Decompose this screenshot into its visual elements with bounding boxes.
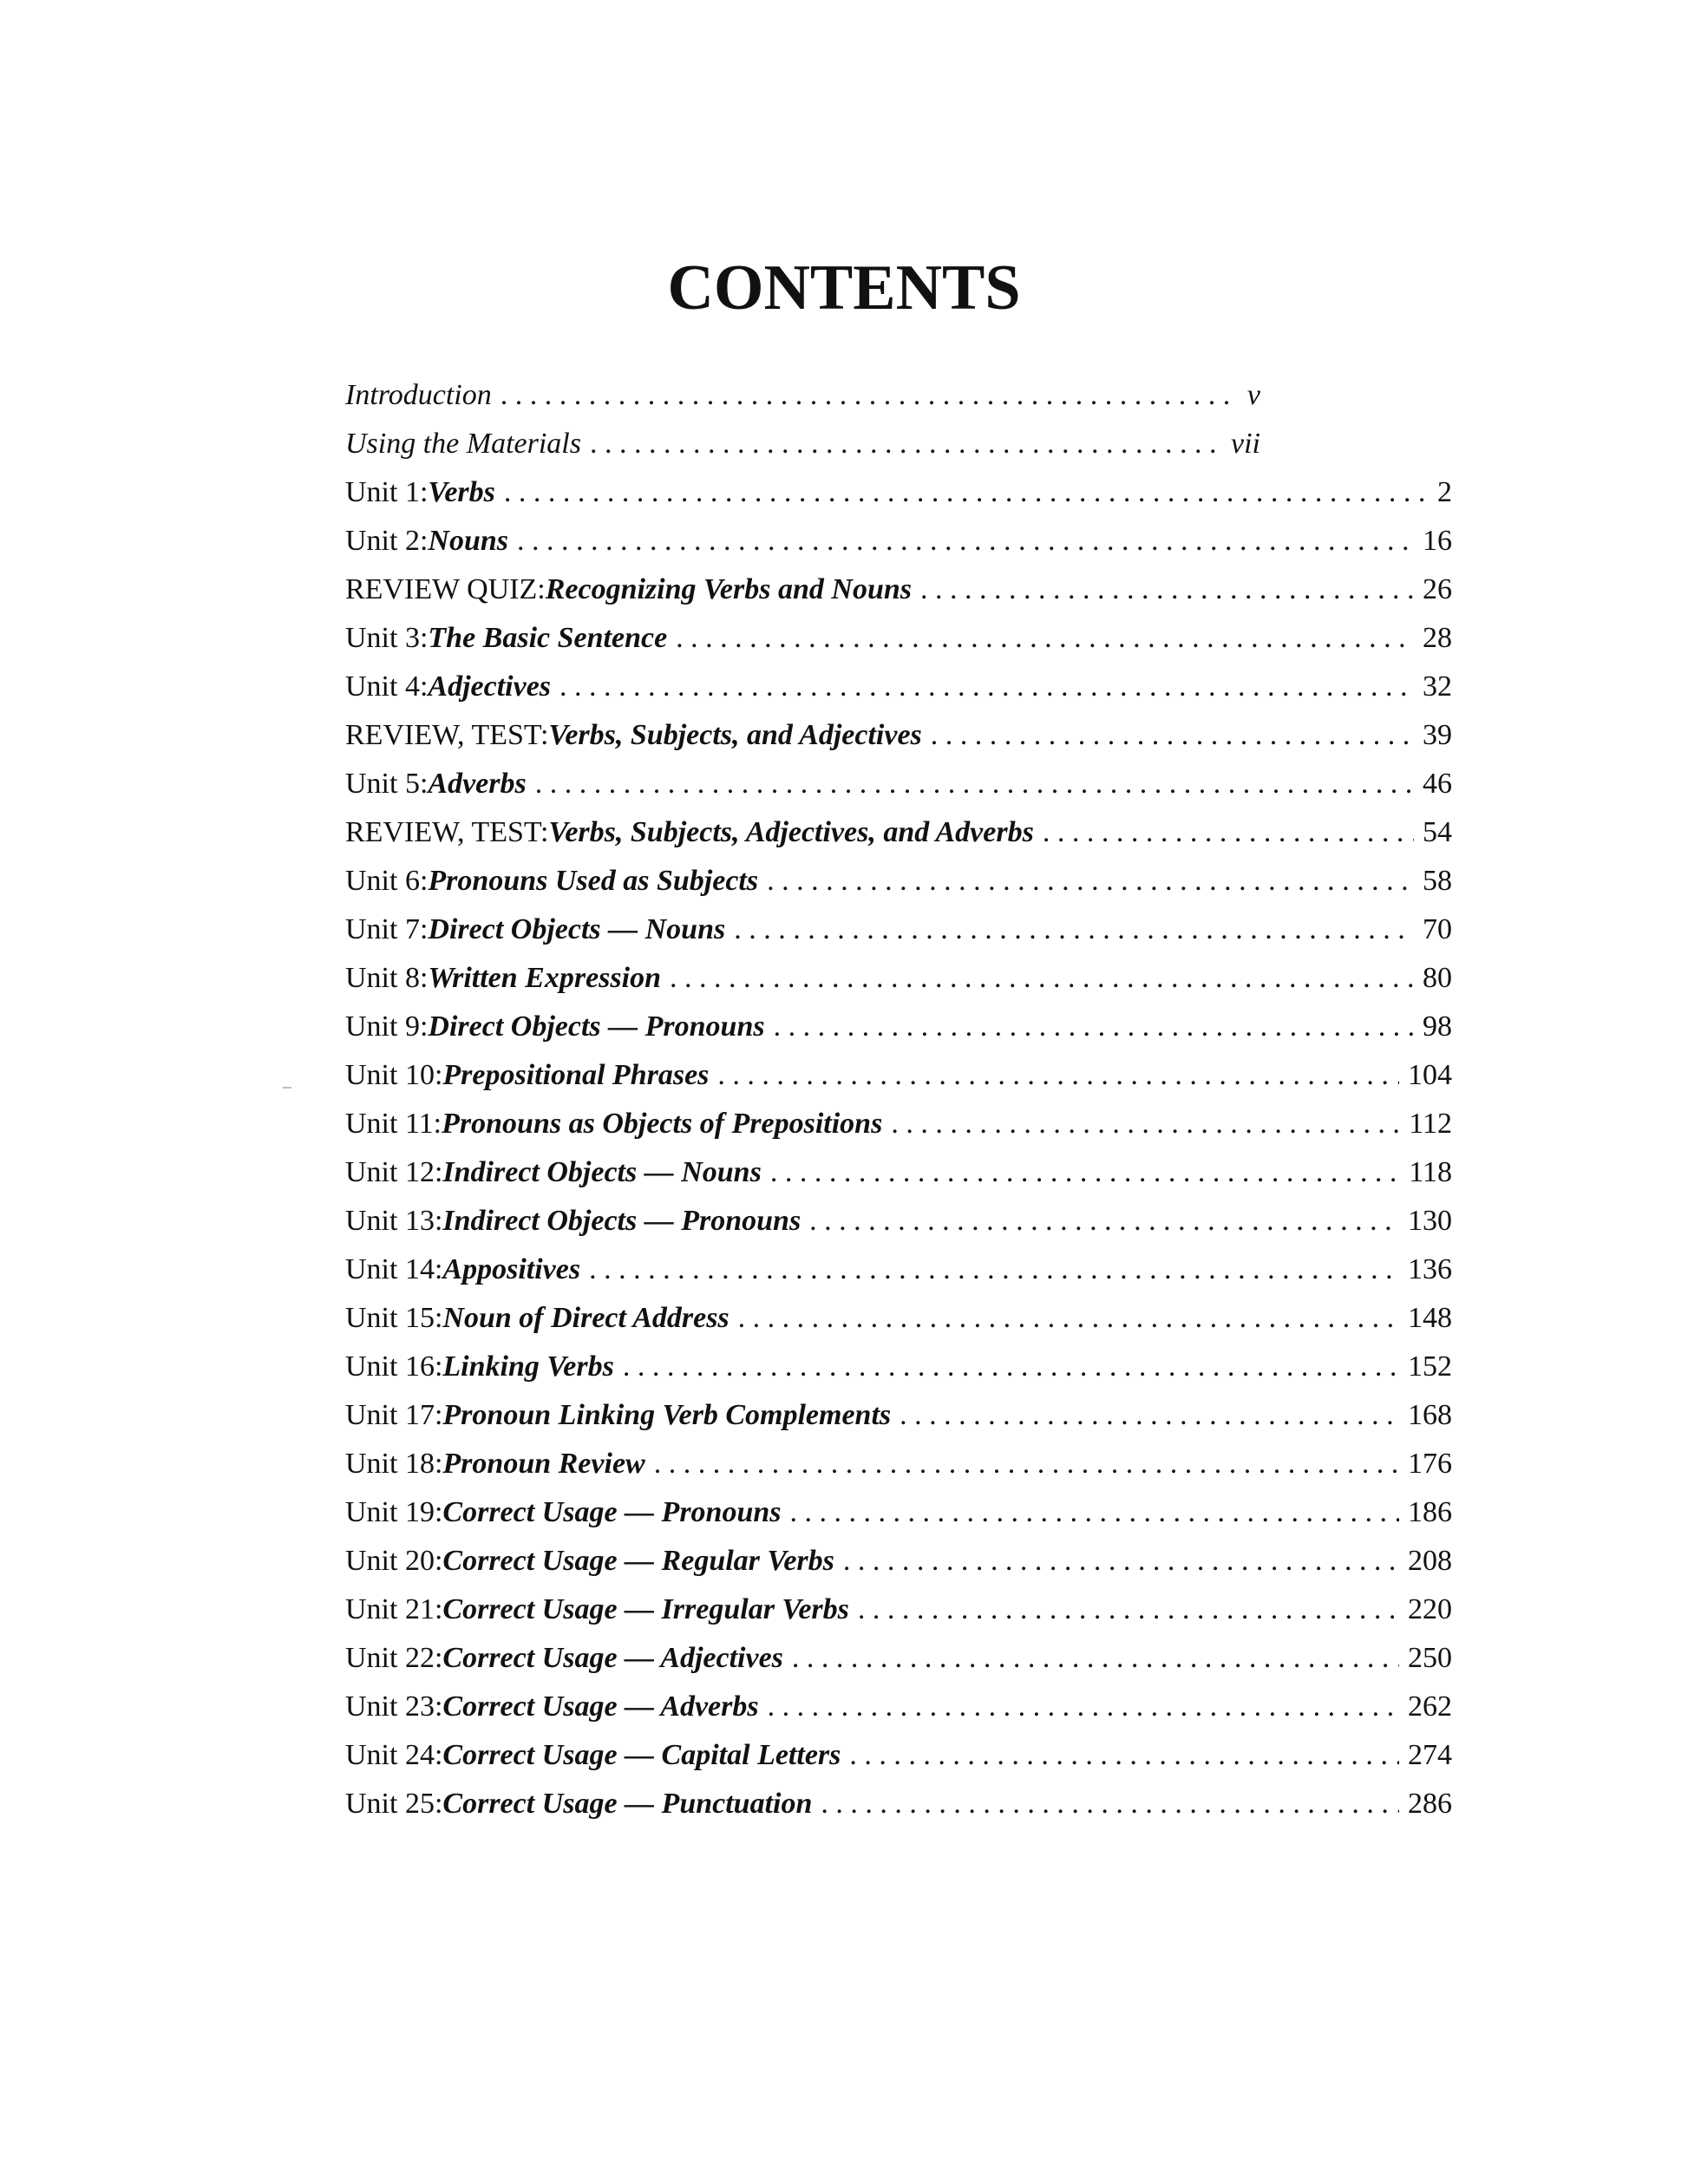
toc-entry-title: Correct Usage — Adverbs bbox=[442, 1690, 759, 1723]
toc-entry-page: 148 bbox=[1408, 1302, 1452, 1334]
toc-entry-prefix: Unit 16: bbox=[345, 1350, 443, 1383]
toc-entry-prefix: Unit 25: bbox=[345, 1788, 443, 1820]
toc-entry-title: Noun of Direct Address bbox=[442, 1302, 730, 1334]
toc-entry-using-the-materials[interactable] bbox=[345, 420, 1260, 468]
toc-entry-prefix: Unit 8: bbox=[345, 962, 429, 994]
toc-entry-page: 286 bbox=[1408, 1788, 1452, 1820]
table-of-contents bbox=[345, 371, 1452, 1828]
dot-leader bbox=[774, 1003, 1414, 1051]
toc-entry-review-test-1[interactable] bbox=[345, 711, 1452, 760]
toc-entry-review-test-2[interactable] bbox=[345, 808, 1452, 857]
toc-entry-page: 262 bbox=[1408, 1690, 1452, 1723]
toc-entry-unit-19[interactable] bbox=[345, 1488, 1452, 1537]
toc-entry-page: 54 bbox=[1423, 816, 1452, 848]
toc-entry-unit-6[interactable] bbox=[345, 857, 1452, 906]
toc-entry-review-quiz[interactable] bbox=[345, 566, 1452, 614]
dot-leader bbox=[767, 857, 1414, 906]
toc-entry-prefix: Unit 2: bbox=[345, 525, 429, 557]
toc-entry-page: 186 bbox=[1408, 1496, 1452, 1528]
toc-entry-page: vii bbox=[1231, 428, 1260, 460]
toc-entry-title: Indirect Objects — Nouns bbox=[442, 1156, 762, 1188]
toc-entry-prefix: Unit 17: bbox=[345, 1399, 443, 1431]
toc-entry-unit-9[interactable] bbox=[345, 1003, 1452, 1051]
toc-entry-unit-17[interactable] bbox=[345, 1391, 1452, 1440]
toc-entry-page: 136 bbox=[1408, 1253, 1452, 1285]
dot-leader bbox=[717, 1051, 1399, 1100]
toc-entry-title: Verbs, Subjects, and Adjectives bbox=[548, 719, 922, 751]
toc-entry-page: 39 bbox=[1423, 719, 1452, 751]
dot-leader bbox=[654, 1440, 1399, 1488]
toc-entry-prefix: Unit 6: bbox=[345, 865, 429, 897]
toc-entry-page: 46 bbox=[1423, 768, 1452, 800]
toc-entry-prefix: Unit 15: bbox=[345, 1302, 443, 1334]
dot-leader bbox=[770, 1148, 1400, 1197]
toc-entry-introduction[interactable] bbox=[345, 371, 1260, 420]
toc-entry-title: The Basic Sentence bbox=[428, 622, 668, 654]
dot-leader bbox=[501, 371, 1239, 420]
dot-leader bbox=[1043, 808, 1414, 857]
toc-entry-prefix: Unit 19: bbox=[345, 1496, 443, 1528]
toc-entry-unit-21[interactable] bbox=[345, 1586, 1452, 1634]
toc-entry-prefix: Unit 13: bbox=[345, 1205, 443, 1237]
toc-entry-prefix: Unit 3: bbox=[345, 622, 429, 654]
dot-leader bbox=[790, 1488, 1399, 1537]
dot-leader bbox=[858, 1586, 1399, 1634]
toc-entry-page: 152 bbox=[1408, 1350, 1452, 1383]
toc-entry-page: 168 bbox=[1408, 1399, 1452, 1431]
toc-entry-prefix: REVIEW, TEST: bbox=[345, 816, 549, 848]
toc-entry-unit-13[interactable] bbox=[345, 1197, 1452, 1246]
toc-entry-page: v bbox=[1246, 379, 1260, 411]
toc-entry-title: Verbs bbox=[428, 476, 495, 508]
toc-entry-title: Pronoun Review bbox=[442, 1448, 645, 1480]
toc-entry-unit-14[interactable] bbox=[345, 1246, 1452, 1294]
toc-entry-title: Adverbs bbox=[428, 768, 527, 800]
toc-entry-prefix: Unit 7: bbox=[345, 913, 429, 945]
dot-leader bbox=[670, 954, 1414, 1003]
toc-entry-title: Written Expression bbox=[428, 962, 662, 994]
toc-entry-title: Direct Objects — Nouns bbox=[428, 913, 726, 945]
toc-entry-unit-5[interactable] bbox=[345, 760, 1452, 808]
toc-entry-unit-8[interactable] bbox=[345, 954, 1452, 1003]
toc-entry-page: 16 bbox=[1423, 525, 1452, 557]
toc-entry-title: Appositives bbox=[442, 1253, 581, 1285]
toc-entry-prefix: REVIEW, TEST: bbox=[345, 719, 549, 751]
dot-leader bbox=[738, 1294, 1399, 1343]
toc-entry-prefix: Unit 24: bbox=[345, 1739, 443, 1771]
dot-leader bbox=[768, 1683, 1399, 1731]
dot-leader bbox=[504, 468, 1429, 517]
toc-entry-page: 104 bbox=[1408, 1059, 1452, 1091]
dot-leader bbox=[559, 663, 1414, 711]
toc-entry-unit-4[interactable] bbox=[345, 663, 1452, 711]
toc-entry-title: Recognizing Verbs and Nouns bbox=[545, 573, 912, 605]
dot-leader bbox=[849, 1731, 1399, 1780]
toc-entry-title: Pronouns Used as Subjects bbox=[428, 865, 759, 897]
dot-leader bbox=[843, 1537, 1399, 1586]
toc-entry-prefix: Unit 11: bbox=[345, 1108, 442, 1140]
toc-entry-title: Pronoun Linking Verb Complements bbox=[442, 1399, 892, 1431]
toc-entry-title: Adjectives bbox=[428, 670, 552, 703]
toc-entry-title: Nouns bbox=[428, 525, 509, 557]
toc-entry-unit-7[interactable] bbox=[345, 906, 1452, 954]
toc-entry-title: Pronouns as Objects of Prepositions bbox=[442, 1108, 883, 1140]
toc-entry-page: 208 bbox=[1408, 1545, 1452, 1577]
toc-entry-prefix: Unit 9: bbox=[345, 1010, 429, 1043]
toc-entry-title: Correct Usage — Regular Verbs bbox=[442, 1545, 834, 1577]
toc-entry-prefix: Unit 20: bbox=[345, 1545, 443, 1577]
toc-entry-page: 58 bbox=[1423, 865, 1452, 897]
toc-entry-unit-12[interactable] bbox=[345, 1148, 1452, 1197]
dot-leader bbox=[589, 1246, 1399, 1294]
toc-entry-page: 28 bbox=[1423, 622, 1452, 654]
dot-leader bbox=[517, 517, 1414, 566]
toc-entry-page: 80 bbox=[1423, 962, 1452, 994]
toc-entry-title: Direct Objects — Pronouns bbox=[428, 1010, 765, 1043]
toc-entry-title: Prepositional Phrases bbox=[442, 1059, 710, 1091]
dot-leader bbox=[535, 760, 1414, 808]
toc-entry-title: Verbs, Subjects, Adjectives, and Adverbs bbox=[548, 816, 1034, 848]
toc-entry-unit-3[interactable] bbox=[345, 614, 1452, 663]
toc-entry-page: 274 bbox=[1408, 1739, 1452, 1771]
toc-entry-page: 32 bbox=[1423, 670, 1452, 703]
toc-entry-page: 118 bbox=[1409, 1156, 1452, 1188]
toc-entry-prefix: REVIEW QUIZ: bbox=[345, 573, 546, 605]
dot-leader bbox=[623, 1343, 1399, 1391]
dot-leader bbox=[809, 1197, 1399, 1246]
dot-leader bbox=[676, 614, 1414, 663]
toc-entry-unit-16[interactable] bbox=[345, 1343, 1452, 1391]
toc-entry-prefix: Unit 18: bbox=[345, 1448, 443, 1480]
toc-entry-page: 176 bbox=[1408, 1448, 1452, 1480]
toc-entry-page: 98 bbox=[1423, 1010, 1452, 1043]
toc-entry-unit-20[interactable] bbox=[345, 1537, 1452, 1586]
toc-entry-page: 220 bbox=[1408, 1593, 1452, 1625]
toc-entry-title: Using the Materials bbox=[345, 428, 581, 460]
toc-entry-title: Indirect Objects — Pronouns bbox=[442, 1205, 801, 1237]
toc-entry-page: 70 bbox=[1423, 913, 1452, 945]
toc-entry-prefix: Unit 21: bbox=[345, 1593, 443, 1625]
toc-entry-unit-23[interactable] bbox=[345, 1683, 1452, 1731]
toc-entry-title: Correct Usage — Capital Letters bbox=[442, 1739, 841, 1771]
toc-entry-prefix: Unit 10: bbox=[345, 1059, 443, 1091]
toc-entry-title: Correct Usage — Adjectives bbox=[442, 1642, 783, 1674]
toc-entry-page: 130 bbox=[1408, 1205, 1452, 1237]
toc-entry-unit-25[interactable] bbox=[345, 1780, 1452, 1828]
dot-leader bbox=[920, 566, 1414, 614]
toc-entry-unit-10[interactable] bbox=[345, 1051, 1452, 1100]
toc-entry-prefix: Unit 12: bbox=[345, 1156, 443, 1188]
toc-entry-unit-2[interactable] bbox=[345, 517, 1452, 566]
scan-artifact bbox=[283, 1087, 291, 1089]
dot-leader bbox=[734, 906, 1414, 954]
page-title: CONTENTS bbox=[667, 252, 1021, 324]
toc-entry-page: 250 bbox=[1408, 1642, 1452, 1674]
toc-entry-page: 26 bbox=[1423, 573, 1452, 605]
toc-entry-page: 2 bbox=[1437, 476, 1452, 508]
toc-entry-title: Correct Usage — Irregular Verbs bbox=[442, 1593, 849, 1625]
toc-entry-title: Introduction bbox=[345, 379, 492, 411]
toc-entry-prefix: Unit 14: bbox=[345, 1253, 443, 1285]
dot-leader bbox=[821, 1780, 1399, 1828]
dot-leader bbox=[931, 711, 1414, 760]
toc-entry-prefix: Unit 4: bbox=[345, 670, 429, 703]
toc-entry-prefix: Unit 5: bbox=[345, 768, 429, 800]
toc-entry-unit-24[interactable] bbox=[345, 1731, 1452, 1780]
toc-entry-prefix: Unit 23: bbox=[345, 1690, 443, 1723]
toc-entry-title: Correct Usage — Punctuation bbox=[442, 1788, 813, 1820]
toc-entry-unit-15[interactable] bbox=[345, 1294, 1452, 1343]
toc-entry-prefix: Unit 22: bbox=[345, 1642, 443, 1674]
dot-leader bbox=[891, 1100, 1400, 1148]
toc-entry-prefix: Unit 1: bbox=[345, 476, 429, 508]
toc-entry-unit-18[interactable] bbox=[345, 1440, 1452, 1488]
toc-entry-title: Linking Verbs bbox=[442, 1350, 614, 1383]
toc-entry-unit-1[interactable] bbox=[345, 468, 1452, 517]
dot-leader bbox=[792, 1634, 1399, 1683]
toc-entry-page: 112 bbox=[1409, 1108, 1452, 1140]
dot-leader bbox=[590, 420, 1222, 468]
toc-entry-title: Correct Usage — Pronouns bbox=[442, 1496, 782, 1528]
toc-entry-unit-22[interactable] bbox=[345, 1634, 1452, 1683]
dot-leader bbox=[900, 1391, 1399, 1440]
toc-entry-unit-11[interactable] bbox=[345, 1100, 1452, 1148]
